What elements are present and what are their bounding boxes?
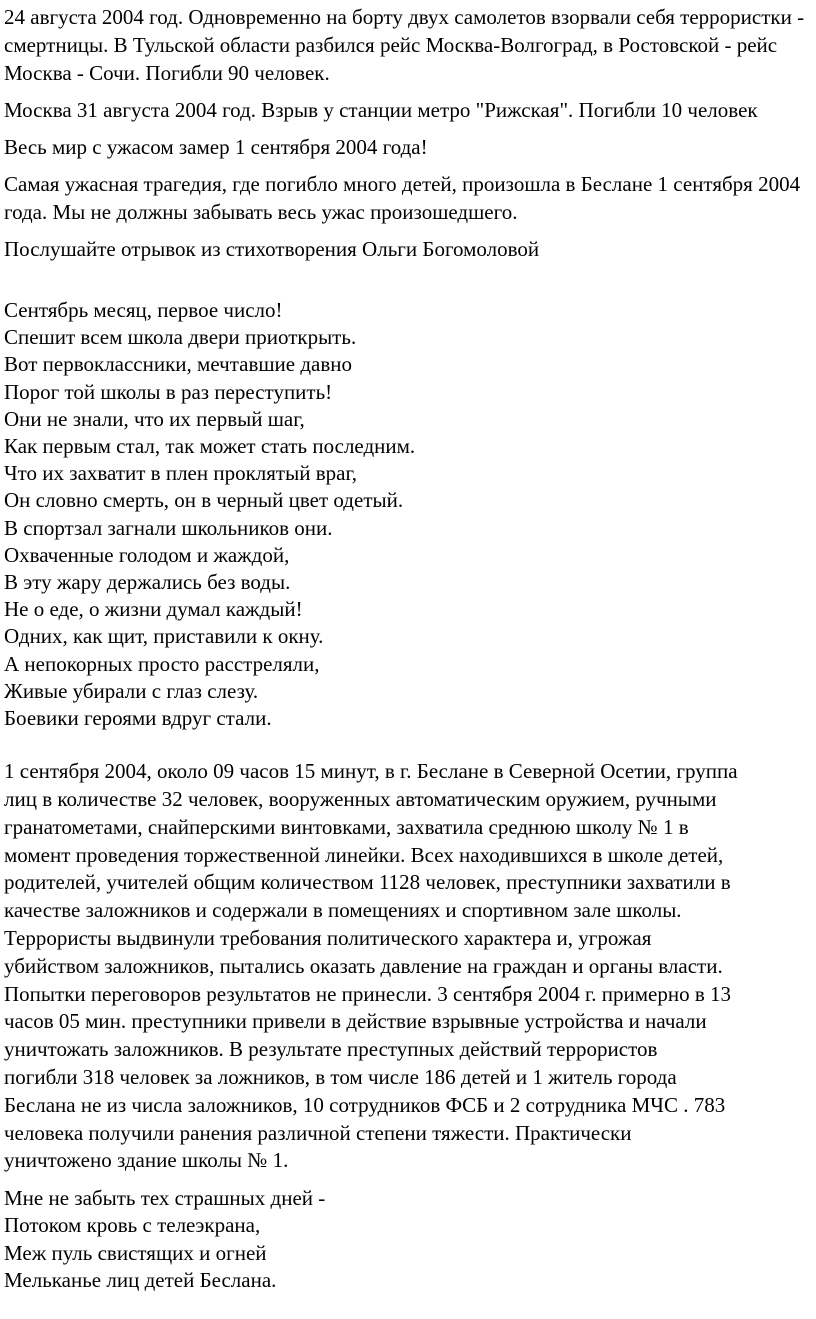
report-line: лиц в количестве 32 человек, вооруженных автоматическим оружием, ручными <box>4 787 717 812</box>
poem-line: Потоком кровь с телеэкрана, <box>4 1213 261 1238</box>
report-line: Попытки переговоров результатов не принесли. 3 сентября 2004 г. примерно в 13 <box>4 981 732 1006</box>
poem-line: Он словно смерть, он в черный цвет одетый. <box>4 488 404 513</box>
report-line: Террористы выдвинули требования политического характера и, угрожая <box>4 926 652 951</box>
poem-line: Они не знали, что их первый шаг, <box>4 406 305 431</box>
paragraph-world: Весь мир с ужасом замер 1 сентября 2004 года! <box>4 135 428 159</box>
poem-line: Вот первоклассники, мечтавшие давно <box>4 352 353 377</box>
report-line: родителей, учителей общим количеством 1128 человек, преступники захватили в <box>4 870 731 895</box>
poem-line: Мельканье лиц детей Беслана. <box>4 1267 277 1292</box>
poem-excerpt-1 <box>4 297 816 732</box>
poem-line: Боевики героями вдруг стали. <box>4 706 272 731</box>
document-page <box>4 0 816 1294</box>
report-line: гранатометами, снайперскими винтовками, захватила среднюю школу № 1 в <box>4 814 689 839</box>
report-line: уничтожать заложников. В результате преступных действий террористов <box>4 1037 658 1062</box>
report-line: уничтожено здание школы № 1. <box>4 1148 289 1173</box>
poem-line: Как первым стал, так может стать последним. <box>4 434 416 459</box>
poem-excerpt-2 <box>4 1185 816 1294</box>
poem-line: Что их захватит в плен проклятый враг, <box>4 461 357 486</box>
report-line: убийством заложников, пытались оказать давление на граждан и органы власти. <box>4 953 723 978</box>
paragraph-metro: Москва 31 августа 2004 год. Взрыв у станции метро "Рижская". Погибли 10 человек <box>4 98 758 122</box>
paragraph-listen: Послушайте отрывок из стихотворения Ольги Богомоловой <box>4 237 540 261</box>
poem-line: Меж пуль свистящих и огней <box>4 1240 267 1265</box>
poem-line: Одних, как щит, приставили к окну. <box>4 624 324 649</box>
poem-line: Не о еде, о жизни думал каждый! <box>4 597 303 622</box>
poem-line: Сентябрь месяц, первое число! <box>4 298 283 322</box>
poem-line: В эту жару держались без воды. <box>4 570 291 595</box>
paragraph-beslan: Самая ужасная трагедия, где погибло много детей, произошла в Беслане 1 сентября 2004 года. Мы не должны забывать весь ужас произошедшего. <box>4 172 801 224</box>
report-line: часов 05 мин. преступники привели в действие взрывные устройства и начали <box>4 1009 707 1034</box>
poem-line: Мне не забыть тех страшных дней - <box>4 1186 326 1211</box>
poem-line: Охваченные голодом и жаждой, <box>4 542 290 567</box>
report-line: погибли 318 человек за ложников, в том числе 186 детей и 1 житель города <box>4 1065 677 1090</box>
poem-line: В спортзал загнали школьников они. <box>4 515 333 540</box>
report-line: человека получили ранения различной степени тяжести. Практически <box>4 1120 632 1145</box>
poem-line: Спешит всем школа двери приоткрыть. <box>4 325 357 350</box>
report-line: Беслана не из числа заложников, 10 сотрудников ФСБ и 2 сотрудника МЧС . 783 <box>4 1092 726 1117</box>
paragraph-report <box>4 758 816 1175</box>
poem-line: Живые убирали с глаз слезу. <box>4 678 259 703</box>
report-line: момент проведения торжественной линейки. Всех находившихся в школе детей, <box>4 842 724 867</box>
report-line: качестве заложников и содержали в помещениях и спортивном зале школы. <box>4 898 682 923</box>
poem-line: Порог той школы в раз переступить! <box>4 379 333 404</box>
poem-line: А непокорных просто расстреляли, <box>4 651 320 676</box>
paragraph-planes: 24 августа 2004 год. Одновременно на борту двух самолетов взорвали себя террористки - смертницы. В Тульской области разбился рейс Москва-Волгоград, в Ростовской - рейс Москва - Сочи. Погибли 90 человек. <box>4 5 805 85</box>
report-line: 1 сентября 2004, около 09 часов 15 минут, в г. Беслане в Северной Осетии, группа <box>4 759 738 784</box>
